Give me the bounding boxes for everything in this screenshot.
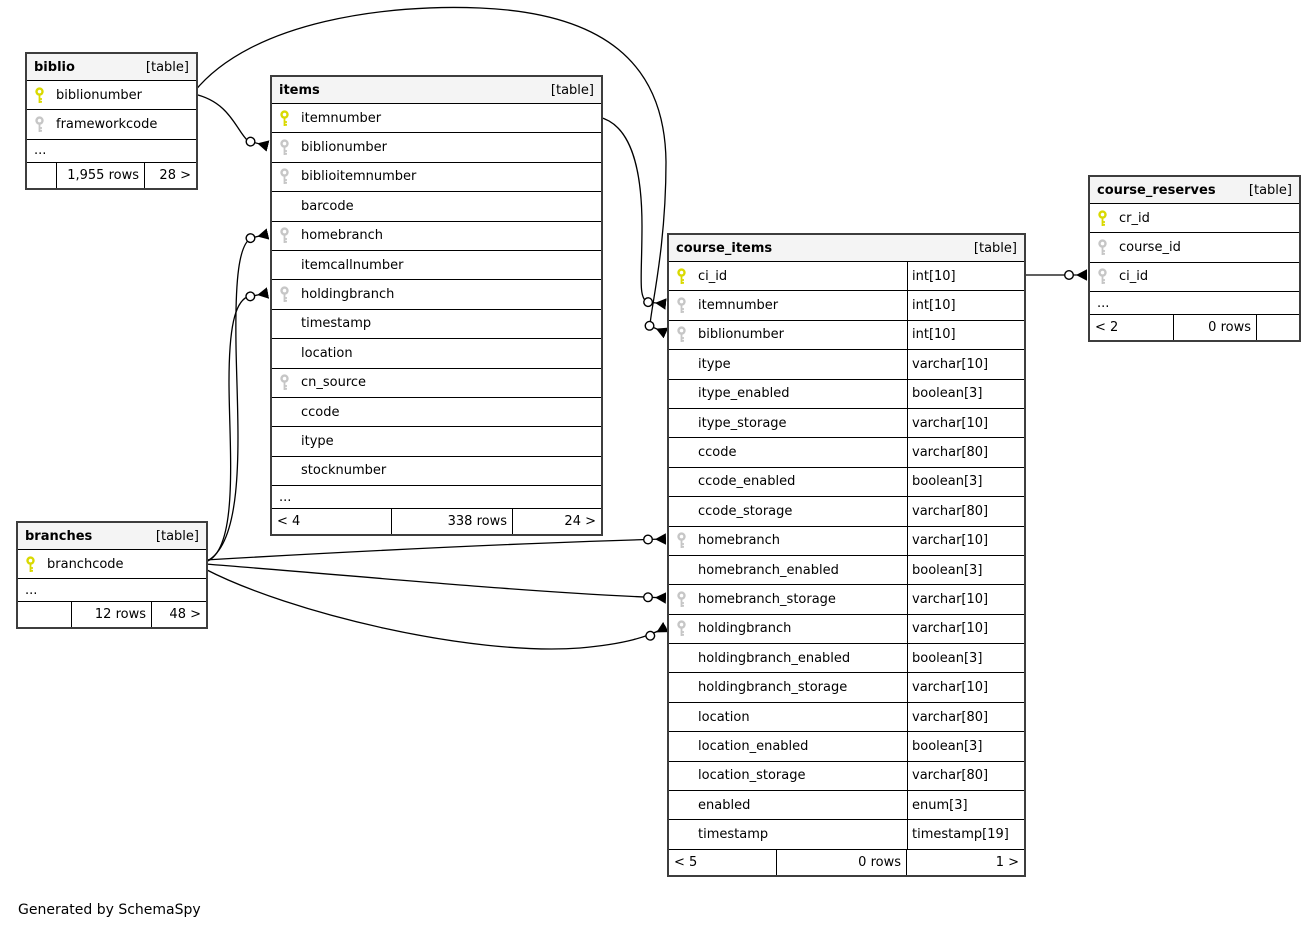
column-name: barcode xyxy=(301,198,354,214)
column-type: varchar[10] xyxy=(907,615,1024,643)
table-tag: [table] xyxy=(550,82,594,98)
column-name: holdingbranch xyxy=(698,621,792,637)
column-row-itype_enabled xyxy=(669,380,1024,409)
column-row-cn_source xyxy=(272,369,601,398)
column-name: stocknumber xyxy=(301,463,387,479)
table-header xyxy=(18,523,206,550)
column-list xyxy=(669,262,1024,850)
index-key-icon xyxy=(676,297,689,314)
index-key-icon xyxy=(279,286,292,303)
index-key-icon xyxy=(676,620,689,637)
column-name: location_storage xyxy=(698,768,806,784)
column-name: itype_enabled xyxy=(698,386,790,402)
ellipsis-row: ... xyxy=(27,140,196,163)
column-row-homebranch xyxy=(272,222,601,251)
index-key-icon xyxy=(1097,239,1110,256)
primary-key-icon xyxy=(34,87,47,104)
column-type: varchar[80] xyxy=(907,762,1024,790)
column-name: frameworkcode xyxy=(56,117,158,133)
column-name: ci_id xyxy=(1119,269,1149,285)
table-tag: [table] xyxy=(973,240,1017,256)
edge-items-itemnumber-to-course_items-itemnumber xyxy=(599,117,666,304)
column-name: itype_storage xyxy=(698,415,787,431)
footer-next: 24 > xyxy=(564,514,596,530)
column-row-homebranch xyxy=(669,527,1024,556)
column-name: homebranch xyxy=(698,533,781,549)
column-type: boolean[3] xyxy=(907,380,1024,408)
column-name: holdingbranch_storage xyxy=(698,680,848,696)
column-row-itemnumber xyxy=(272,104,601,133)
column-row-ccode xyxy=(669,438,1024,467)
table-course-items xyxy=(667,233,1026,877)
column-row-location_storage xyxy=(669,762,1024,791)
table-course-reserves xyxy=(1088,175,1301,342)
column-type: varchar[80] xyxy=(907,438,1024,466)
footer-next: 1 > xyxy=(995,854,1019,870)
column-row-holdingbranch_enabled xyxy=(669,644,1024,673)
column-row-ci_id xyxy=(1090,263,1299,292)
column-name: itype xyxy=(698,356,731,372)
table-header xyxy=(272,77,601,104)
index-key-icon xyxy=(676,326,689,343)
column-row-holdingbranch xyxy=(272,280,601,309)
table-footer xyxy=(1090,315,1299,340)
column-type: boolean[3] xyxy=(907,732,1024,760)
column-name: holdingbranch_enabled xyxy=(698,650,851,666)
column-row-ccode xyxy=(272,398,601,427)
footer-row-count: 0 rows xyxy=(1174,315,1257,340)
column-row-branchcode xyxy=(18,550,206,579)
column-name: timestamp xyxy=(698,827,769,843)
edge-branches-branchcode-to-course_items-homebranch_storage xyxy=(205,564,666,598)
column-row-homebranch_enabled xyxy=(669,556,1024,585)
column-type: varchar[10] xyxy=(907,409,1024,437)
ellipsis-row: ... xyxy=(18,579,206,602)
column-row-location xyxy=(669,703,1024,732)
column-row-biblionumber xyxy=(669,321,1024,350)
column-type: varchar[10] xyxy=(907,527,1024,555)
footer-row-count: 1,955 rows xyxy=(57,163,145,188)
column-type: int[10] xyxy=(907,262,1024,290)
column-name: ccode_enabled xyxy=(698,474,796,490)
column-row-barcode xyxy=(272,192,601,221)
column-row-cr_id xyxy=(1090,204,1299,233)
generator-note: Generated by SchemaSpy xyxy=(18,902,201,918)
index-key-icon xyxy=(676,532,689,549)
column-name: biblionumber xyxy=(301,140,388,156)
column-row-course_id xyxy=(1090,233,1299,262)
column-row-holdingbranch xyxy=(669,615,1024,644)
column-name: cn_source xyxy=(301,375,367,391)
footer-next: 48 > xyxy=(169,607,201,623)
footer-prev xyxy=(18,602,72,627)
column-name: course_id xyxy=(1119,240,1181,256)
table-name[interactable]: course_items xyxy=(676,240,773,256)
column-name: location_enabled xyxy=(698,738,809,754)
column-name: enabled xyxy=(698,797,751,813)
index-key-icon xyxy=(279,168,292,185)
column-list xyxy=(272,104,601,509)
edge-biblio-biblionumber-to-items-biblionumber xyxy=(194,94,268,146)
table-branches xyxy=(16,521,208,629)
index-key-icon xyxy=(1097,268,1110,285)
column-row-ccode_storage xyxy=(669,497,1024,526)
column-list xyxy=(27,81,196,163)
column-name: timestamp xyxy=(301,316,372,332)
table-footer xyxy=(669,850,1024,875)
table-name[interactable]: items xyxy=(279,82,320,98)
footer-row-count: 12 rows xyxy=(72,602,152,627)
table-header xyxy=(669,235,1024,262)
footer-prev xyxy=(27,163,57,188)
column-row-enabled xyxy=(669,791,1024,820)
edge-branches-branchcode-to-items-homebranch xyxy=(205,234,268,562)
edge-branches-branchcode-to-course_items-holdingbranch xyxy=(205,569,666,649)
column-row-biblionumber xyxy=(27,81,196,110)
column-name: homebranch xyxy=(301,228,384,244)
column-type: varchar[10] xyxy=(907,350,1024,378)
column-row-timestamp xyxy=(272,310,601,339)
table-items xyxy=(270,75,603,536)
table-header xyxy=(27,54,196,81)
column-name: cr_id xyxy=(1119,210,1150,226)
index-key-icon xyxy=(279,227,292,244)
column-type: varchar[80] xyxy=(907,703,1024,731)
ellipsis-row: ... xyxy=(1090,292,1299,315)
column-row-itype_storage xyxy=(669,409,1024,438)
column-name: biblionumber xyxy=(56,87,143,103)
column-name: biblionumber xyxy=(698,327,785,343)
table-footer xyxy=(18,602,206,627)
column-type: varchar[10] xyxy=(907,673,1024,701)
column-type: boolean[3] xyxy=(907,644,1024,672)
column-row-holdingbranch_storage xyxy=(669,673,1024,702)
table-name[interactable]: branches xyxy=(25,528,93,544)
column-name: itemnumber xyxy=(301,110,382,126)
table-tag: [table] xyxy=(155,528,199,544)
column-type: boolean[3] xyxy=(907,468,1024,496)
index-key-icon xyxy=(279,139,292,156)
column-row-location_enabled xyxy=(669,732,1024,761)
column-type: varchar[80] xyxy=(907,497,1024,525)
primary-key-icon xyxy=(676,268,689,285)
ellipsis-row: ... xyxy=(272,486,601,509)
footer-prev: < 4 xyxy=(272,509,392,534)
footer-next: 28 > xyxy=(159,167,191,183)
column-name: homebranch_storage xyxy=(698,591,836,607)
column-name: ci_id xyxy=(698,268,728,284)
index-key-icon xyxy=(34,116,47,133)
column-type: varchar[10] xyxy=(907,585,1024,613)
column-list xyxy=(1090,204,1299,315)
column-name: biblioitemnumber xyxy=(301,169,417,185)
column-row-timestamp xyxy=(669,820,1024,849)
column-name: location xyxy=(301,345,353,361)
column-row-ccode_enabled xyxy=(669,468,1024,497)
primary-key-icon xyxy=(279,110,292,127)
column-name: ccode xyxy=(698,445,737,461)
table-name[interactable]: course_reserves xyxy=(1097,182,1216,198)
table-name[interactable]: biblio xyxy=(34,59,75,75)
column-name: itype xyxy=(301,433,334,449)
column-row-location xyxy=(272,339,601,368)
table-tag: [table] xyxy=(145,59,189,75)
footer-row-count: 0 rows xyxy=(777,850,907,875)
edge-branches-branchcode-to-course_items-homebranch xyxy=(205,539,666,560)
column-name: location xyxy=(698,709,750,725)
table-footer xyxy=(27,163,196,188)
column-type: enum[3] xyxy=(907,791,1024,819)
column-name: homebranch_enabled xyxy=(698,562,839,578)
column-row-biblioitemnumber xyxy=(272,163,601,192)
footer-row-count: 338 rows xyxy=(392,509,513,534)
column-list xyxy=(18,550,206,602)
column-row-ci_id xyxy=(669,262,1024,291)
primary-key-icon xyxy=(1097,210,1110,227)
column-type: int[10] xyxy=(907,321,1024,349)
column-row-itemcallnumber xyxy=(272,251,601,280)
table-biblio xyxy=(25,52,198,190)
column-row-homebranch_storage xyxy=(669,585,1024,614)
column-type: boolean[3] xyxy=(907,556,1024,584)
footer-next xyxy=(1257,315,1299,340)
column-row-itype xyxy=(272,427,601,456)
index-key-icon xyxy=(279,374,292,391)
column-type: timestamp[19] xyxy=(907,820,1024,848)
column-name: itemcallnumber xyxy=(301,257,404,273)
column-name: itemnumber xyxy=(698,298,779,314)
primary-key-icon xyxy=(25,556,38,573)
index-key-icon xyxy=(676,591,689,608)
column-name: branchcode xyxy=(47,556,124,572)
footer-prev: < 5 xyxy=(669,850,777,875)
table-tag: [table] xyxy=(1248,182,1292,198)
column-row-biblionumber xyxy=(272,133,601,162)
footer-prev: < 2 xyxy=(1090,315,1174,340)
column-row-itype xyxy=(669,350,1024,379)
column-row-frameworkcode xyxy=(27,110,196,139)
column-row-stocknumber xyxy=(272,457,601,486)
table-header xyxy=(1090,177,1299,204)
column-name: holdingbranch xyxy=(301,287,395,303)
table-footer xyxy=(272,509,601,534)
column-row-itemnumber xyxy=(669,291,1024,320)
column-type: int[10] xyxy=(907,291,1024,319)
column-name: ccode_storage xyxy=(698,503,793,519)
column-name: ccode xyxy=(301,404,340,420)
